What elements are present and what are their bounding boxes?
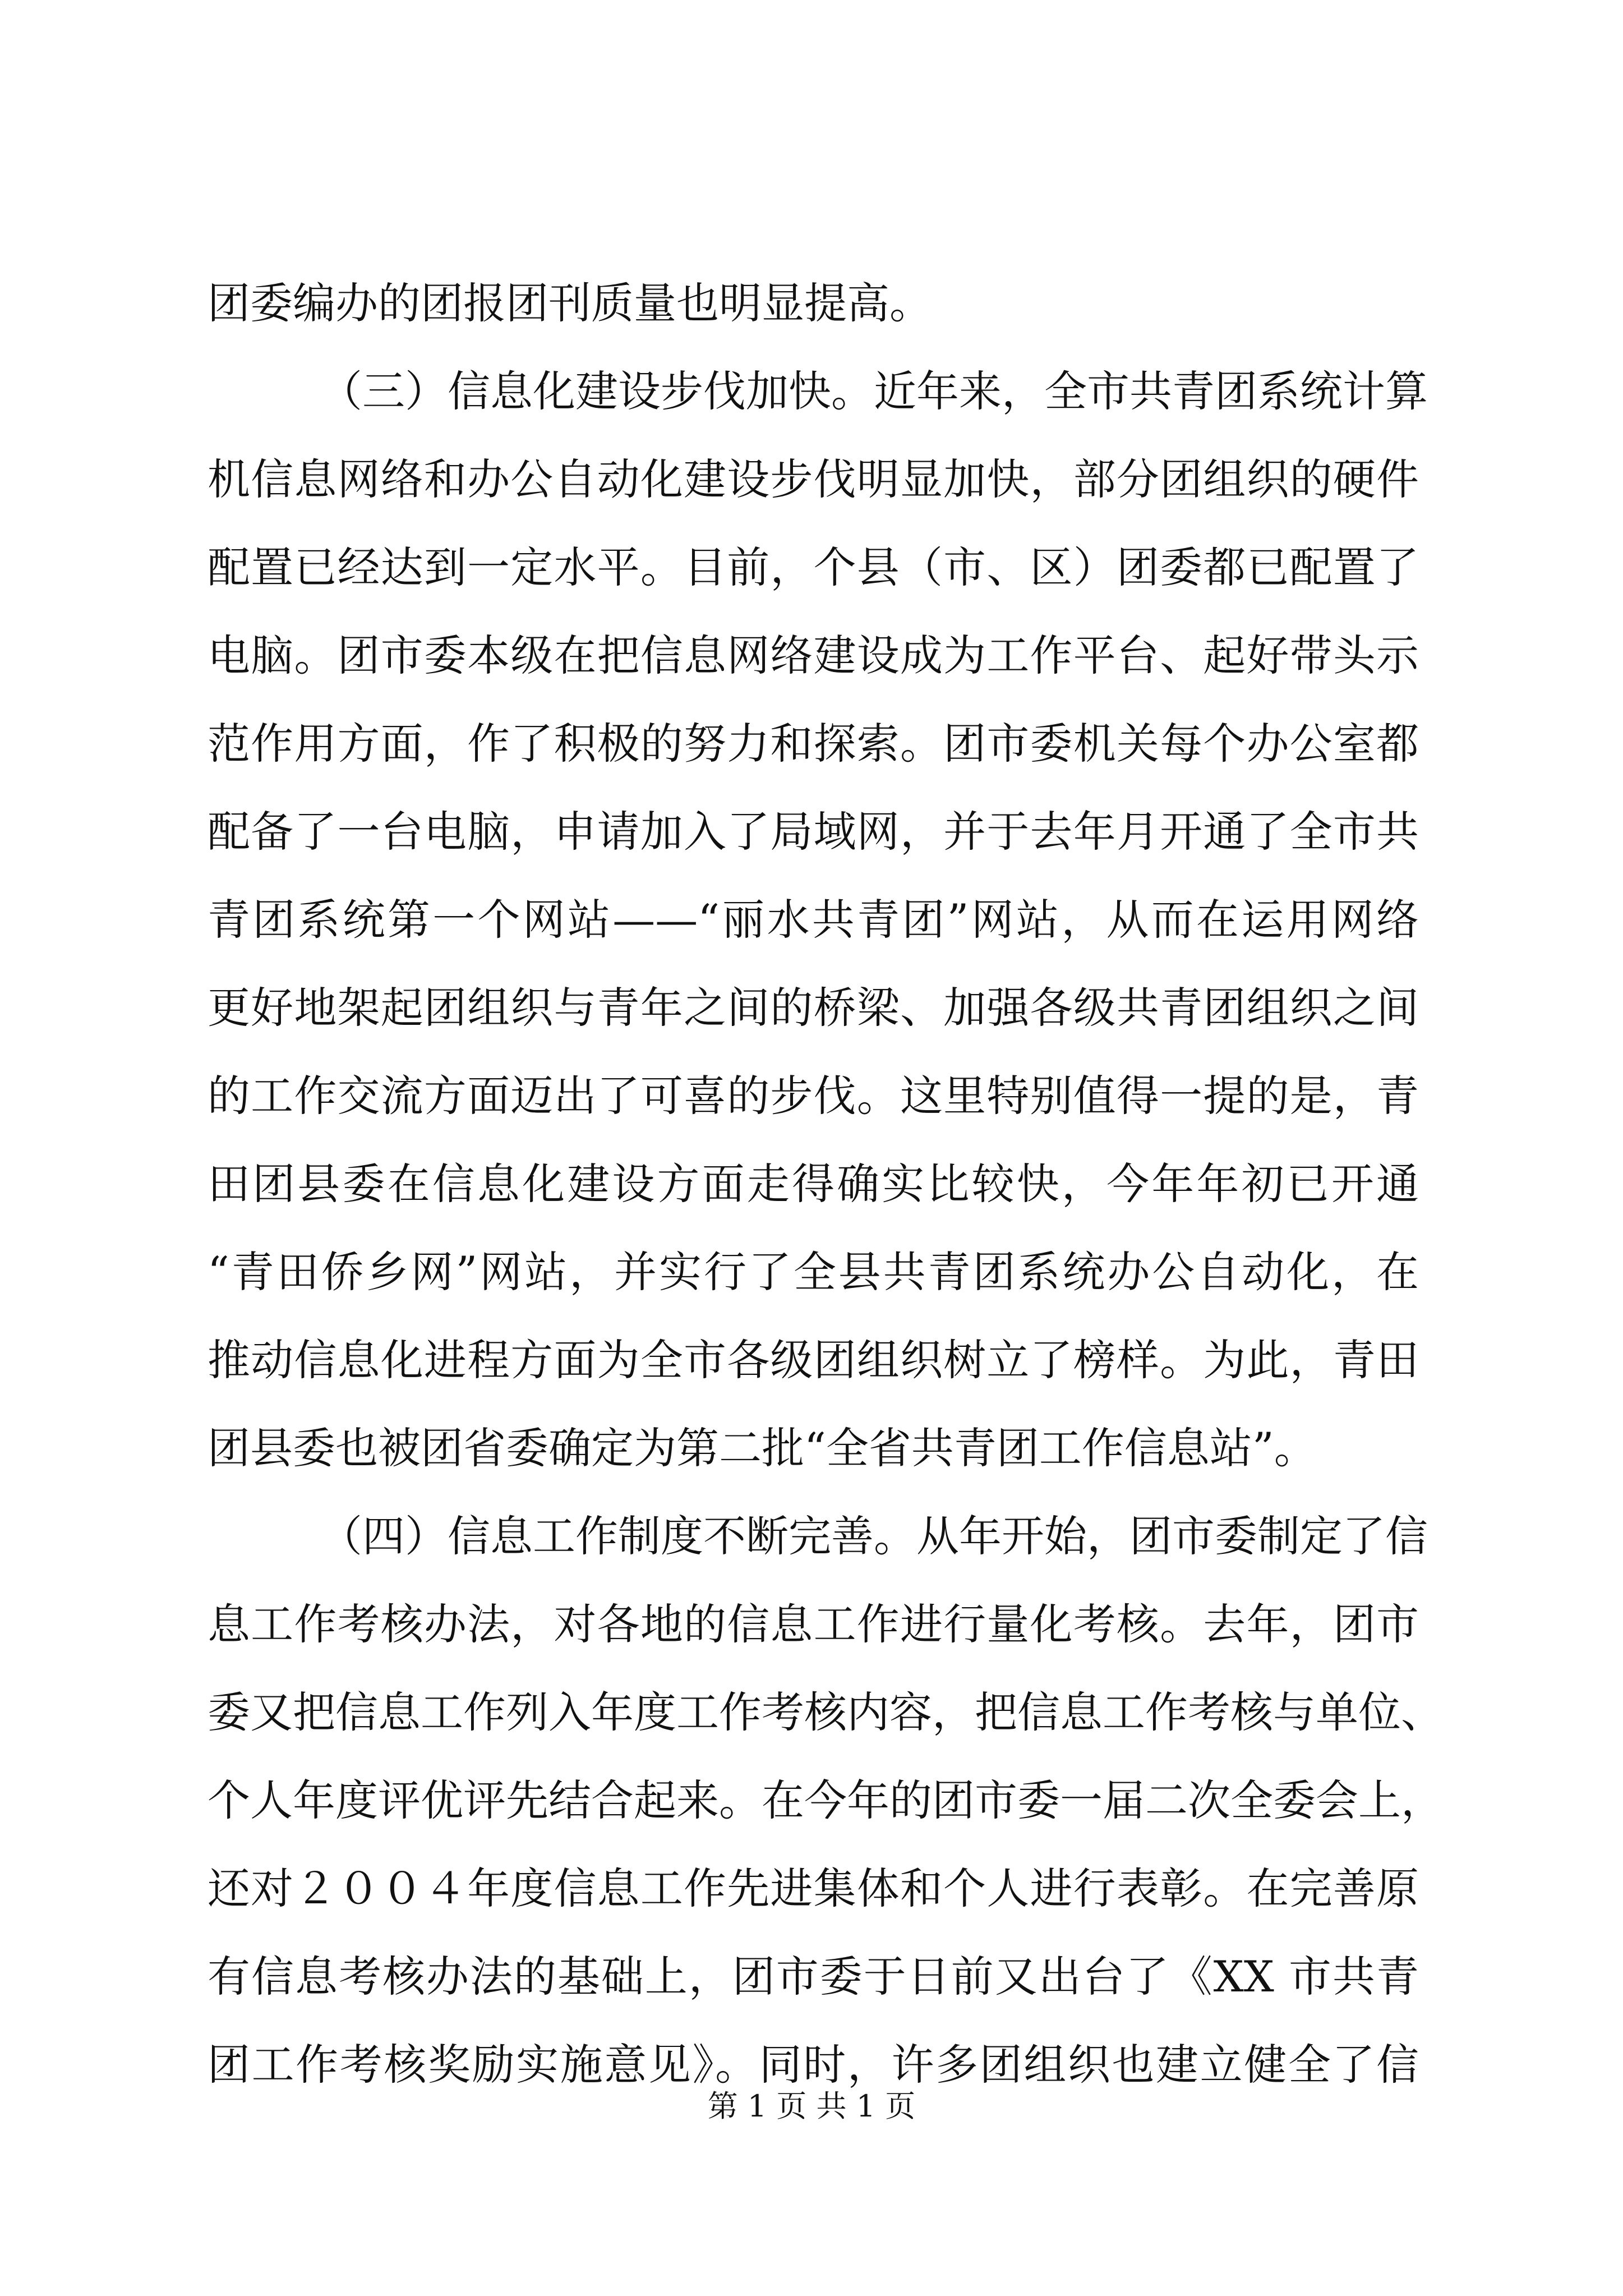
text-line: 更好地架起团组织与青年之间的桥梁、加强各级共青团组织之间 — [208, 983, 1419, 1033]
paragraph-heading-line: （四）信息工作制度不断完善。从年开始，团市委制定了信 — [320, 1511, 1428, 1561]
text-line: 团委编办的团报团刊质量也明显提高。 — [208, 278, 932, 328]
paragraph-heading-line: （三）信息化建设步伐加快。近年来，全市共青团系统计算 — [320, 366, 1428, 416]
text-line: 配置已经达到一定水平。目前，个县（市、区）团委都已配置了 — [208, 542, 1419, 592]
text-line: 田团县委在信息化建设方面走得确实比较快，今年年初已开通 — [208, 1159, 1419, 1209]
text-line: 青团系统第一个网站——“丽水共青团”网站，从而在运用网络 — [208, 895, 1419, 945]
text-line: 机信息网络和办公自动化建设步伐明显加快，部分团组织的硬件 — [208, 454, 1419, 504]
text-line: 团工作考核奖励实施意见》。同时，许多团组织也建立健全了信 — [208, 2040, 1419, 2090]
text-line: 委又把信息工作列入年度工作考核内容，把信息工作考核与单位、 — [208, 1687, 1444, 1737]
body-text — [208, 259, 1444, 2109]
text-line: 还对２００４年度信息工作先进集体和个人进行表彰。在完善原 — [208, 1864, 1419, 1913]
text-line: 息工作考核办法，对各地的信息工作进行量化考核。去年，团市 — [208, 1599, 1419, 1649]
text-line: 电脑。团市委本级在把信息网络建设成为工作平台、起好带头示 — [208, 631, 1419, 680]
text-line: 个人年度评优评先结合起来。在今年的团市委一届二次全委会上， — [208, 1775, 1444, 1825]
text-line: 范作用方面，作了积极的努力和探索。团市委机关每个办公室都 — [208, 719, 1419, 769]
text-line: 推动信息化进程方面为全市各级团组织树立了榜样。为此，青田 — [208, 1335, 1419, 1385]
text-line: 配备了一台电脑，申请加入了局域网，并于去年月开通了全市共 — [208, 807, 1419, 857]
text-line: 团县委也被团省委确定为第二批“全省共青团工作信息站”。 — [208, 1423, 1317, 1473]
text-line: “青田侨乡网”网站，并实行了全县共青团系统办公自动化，在 — [208, 1247, 1419, 1297]
text-line: 有信息考核办法的基础上，团市委于日前又出台了《XX 市共青 — [208, 1952, 1419, 2001]
page-number: 第 1 页 共 1 页 — [707, 2088, 916, 2124]
page-footer — [0, 2087, 1623, 2126]
text-line: 的工作交流方面迈出了可喜的步伐。这里特别值得一提的是，青 — [208, 1071, 1419, 1121]
